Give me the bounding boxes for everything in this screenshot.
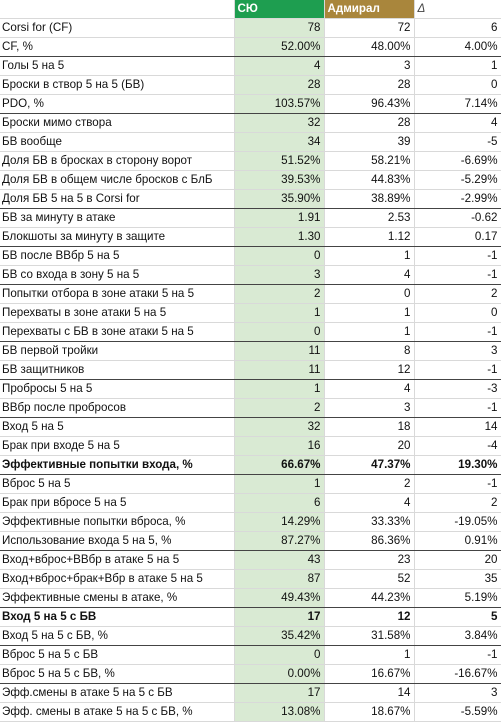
row-label[interactable]: БВ за минуту в атаке (0, 209, 234, 228)
team1-value[interactable]: 17 (234, 608, 324, 627)
row-label[interactable]: Вброс 5 на 5 с БВ, % (0, 665, 234, 684)
row-label[interactable]: БВ защитников (0, 361, 234, 380)
row-label[interactable]: Вход 5 на 5 (0, 418, 234, 437)
team2-value[interactable]: 2 (324, 475, 414, 494)
row-label[interactable]: Доля БВ в общем числе бросков с БлБ (0, 171, 234, 190)
delta-value[interactable]: 1 (414, 57, 501, 76)
team2-value[interactable]: 1 (324, 323, 414, 342)
row-label[interactable]: Пробросы 5 на 5 (0, 380, 234, 399)
row-label[interactable]: Голы 5 на 5 (0, 57, 234, 76)
delta-value[interactable]: 2 (414, 285, 501, 304)
row-label[interactable]: БВ вообще (0, 133, 234, 152)
table-row (0, 494, 501, 513)
team1-value[interactable]: 35.90% (234, 190, 324, 209)
team1-value[interactable]: 34 (234, 133, 324, 152)
table-row (0, 285, 501, 304)
delta-value[interactable]: 0 (414, 76, 501, 95)
team1-value[interactable]: 17 (234, 684, 324, 703)
row-label[interactable]: Эффективные попытки входа, % (0, 456, 234, 475)
delta-value[interactable]: -16.67% (414, 665, 501, 684)
team2-value[interactable]: 0 (324, 285, 414, 304)
row-label[interactable]: БВ после ВВбр 5 на 5 (0, 247, 234, 266)
team1-value[interactable]: 35.42% (234, 627, 324, 646)
team2-value[interactable]: 1 (324, 646, 414, 665)
team2-value[interactable]: 4 (324, 380, 414, 399)
table-row (0, 19, 501, 38)
row-label[interactable]: БВ первой тройки (0, 342, 234, 361)
table-row (0, 228, 501, 247)
team2-value[interactable]: 1.12 (324, 228, 414, 247)
team1-value[interactable]: 32 (234, 114, 324, 133)
table-row (0, 209, 501, 228)
row-label[interactable]: Броски в створ 5 на 5 (БВ) (0, 76, 234, 95)
row-label[interactable]: Вход 5 на 5 с БВ, % (0, 627, 234, 646)
team2-value[interactable]: 3 (324, 399, 414, 418)
team1-value[interactable]: 39.53% (234, 171, 324, 190)
team1-value[interactable]: 0.00% (234, 665, 324, 684)
team2-value[interactable]: 44.83% (324, 171, 414, 190)
delta-value[interactable]: 2 (414, 494, 501, 513)
team2-value[interactable]: 18.67% (324, 703, 414, 722)
table-row (0, 589, 501, 608)
team2-value[interactable]: 33.33% (324, 513, 414, 532)
team1-value[interactable]: 78 (234, 19, 324, 38)
team1-value[interactable]: 51.52% (234, 152, 324, 171)
team1-value[interactable]: 28 (234, 76, 324, 95)
row-label[interactable]: Перехваты в зоне атаки 5 на 5 (0, 304, 234, 323)
row-label[interactable]: Вход+вброс+брак+Вбр в атаке 5 на 5 (0, 570, 234, 589)
row-label[interactable]: Броски мимо створа (0, 114, 234, 133)
team2-value[interactable]: 52 (324, 570, 414, 589)
team1-value[interactable]: 0 (234, 323, 324, 342)
team1-value[interactable]: 11 (234, 342, 324, 361)
table-row (0, 190, 501, 209)
table-row (0, 437, 501, 456)
delta-value[interactable]: -1 (414, 399, 501, 418)
delta-value[interactable]: 19.30% (414, 456, 501, 475)
delta-value[interactable]: -19.05% (414, 513, 501, 532)
table-row (0, 323, 501, 342)
table-row (0, 380, 501, 399)
team2-value[interactable]: 28 (324, 76, 414, 95)
row-label[interactable]: Перехваты с БВ в зоне атаки 5 на 5 (0, 323, 234, 342)
team2-value[interactable]: 58.21% (324, 152, 414, 171)
team1-value[interactable]: 3 (234, 266, 324, 285)
delta-value[interactable]: 4.00% (414, 38, 501, 57)
team2-value[interactable]: 16.67% (324, 665, 414, 684)
team1-value[interactable]: 14.29% (234, 513, 324, 532)
row-label[interactable]: Брак при входе 5 на 5 (0, 437, 234, 456)
table-row (0, 342, 501, 361)
team2-value[interactable]: 20 (324, 437, 414, 456)
table-row (0, 418, 501, 437)
table-row (0, 152, 501, 171)
delta-value[interactable]: -3 (414, 380, 501, 399)
delta-value[interactable]: 0.91% (414, 532, 501, 551)
delta-value[interactable]: -2.99% (414, 190, 501, 209)
team2-value[interactable]: 72 (324, 19, 414, 38)
table-row (0, 114, 501, 133)
row-label[interactable]: Попытки отбора в зоне атаки 5 на 5 (0, 285, 234, 304)
row-label[interactable]: Эфф. смены в атаке 5 на 5 с БВ, % (0, 703, 234, 722)
header-label-cell[interactable] (0, 0, 234, 19)
team2-value[interactable]: 14 (324, 684, 414, 703)
row-label[interactable]: Corsi for (CF) (0, 19, 234, 38)
table-row (0, 38, 501, 57)
team2-value[interactable]: 38.89% (324, 190, 414, 209)
delta-value[interactable]: 3 (414, 342, 501, 361)
team2-value[interactable]: 44.23% (324, 589, 414, 608)
team1-value[interactable]: 0 (234, 247, 324, 266)
team2-value[interactable]: 12 (324, 608, 414, 627)
table-row (0, 247, 501, 266)
row-label[interactable]: ВВбр после пробросов (0, 399, 234, 418)
header-delta[interactable]: Δ (414, 0, 501, 19)
delta-value[interactable]: 3.84% (414, 627, 501, 646)
team2-value[interactable]: 86.36% (324, 532, 414, 551)
team1-value[interactable]: 1.91 (234, 209, 324, 228)
header-team1[interactable]: СЮ (234, 0, 324, 19)
team2-value[interactable]: 3 (324, 57, 414, 76)
delta-value[interactable]: -1 (414, 646, 501, 665)
table-row (0, 665, 501, 684)
delta-value[interactable]: -6.69% (414, 152, 501, 171)
row-label[interactable]: Эфф.смены в атаке 5 на 5 с БВ (0, 684, 234, 703)
delta-value[interactable]: -4 (414, 437, 501, 456)
team1-value[interactable]: 0 (234, 646, 324, 665)
row-label[interactable]: Эффективные смены в атаке, % (0, 589, 234, 608)
header-row (0, 0, 501, 19)
table-row (0, 171, 501, 190)
team1-value[interactable]: 32 (234, 418, 324, 437)
table-row (0, 266, 501, 285)
team1-value[interactable]: 1 (234, 380, 324, 399)
team1-value[interactable]: 1 (234, 304, 324, 323)
delta-value[interactable]: 14 (414, 418, 501, 437)
row-label[interactable]: PDO, % (0, 95, 234, 114)
team2-value[interactable]: 39 (324, 133, 414, 152)
delta-value[interactable]: -5.59% (414, 703, 501, 722)
delta-value[interactable]: 6 (414, 19, 501, 38)
table-row (0, 646, 501, 665)
team1-value[interactable]: 66.67% (234, 456, 324, 475)
team1-value[interactable]: 103.57% (234, 95, 324, 114)
team2-value[interactable]: 18 (324, 418, 414, 437)
team2-value[interactable]: 31.58% (324, 627, 414, 646)
stats-rows (0, 19, 501, 722)
table-row (0, 95, 501, 114)
team2-value[interactable]: 1 (324, 247, 414, 266)
header-team2[interactable]: Адмирал (324, 0, 414, 19)
row-label[interactable]: Вброс 5 на 5 с БВ (0, 646, 234, 665)
team1-value[interactable]: 1.30 (234, 228, 324, 247)
team2-value[interactable]: 4 (324, 266, 414, 285)
delta-value[interactable]: 4 (414, 114, 501, 133)
table-row (0, 76, 501, 95)
delta-value[interactable]: 20 (414, 551, 501, 570)
team1-value[interactable]: 87.27% (234, 532, 324, 551)
table-row (0, 399, 501, 418)
team2-value[interactable]: 48.00% (324, 38, 414, 57)
team1-value[interactable]: 6 (234, 494, 324, 513)
team1-value[interactable]: 16 (234, 437, 324, 456)
table-row (0, 361, 501, 380)
delta-value[interactable]: -5.29% (414, 171, 501, 190)
delta-value[interactable]: 0 (414, 304, 501, 323)
row-label[interactable]: Доля БВ 5 на 5 в Corsi for (0, 190, 234, 209)
team1-value[interactable]: 52.00% (234, 38, 324, 57)
delta-value[interactable]: 7.14% (414, 95, 501, 114)
team2-value[interactable]: 2.53 (324, 209, 414, 228)
delta-value[interactable]: -0.62 (414, 209, 501, 228)
row-label[interactable]: Блокшоты за минуту в защите (0, 228, 234, 247)
team1-value[interactable]: 1 (234, 475, 324, 494)
row-label[interactable]: БВ со входа в зону 5 на 5 (0, 266, 234, 285)
team2-value[interactable]: 47.37% (324, 456, 414, 475)
team2-value[interactable]: 4 (324, 494, 414, 513)
team1-value[interactable]: 87 (234, 570, 324, 589)
delta-value[interactable]: -1 (414, 266, 501, 285)
delta-value[interactable]: -1 (414, 247, 501, 266)
table-row (0, 133, 501, 152)
delta-value[interactable]: 3 (414, 684, 501, 703)
table-row (0, 551, 501, 570)
table-row (0, 456, 501, 475)
delta-value[interactable]: 0.17 (414, 228, 501, 247)
row-label[interactable]: Вход 5 на 5 с БВ (0, 608, 234, 627)
team2-value[interactable]: 8 (324, 342, 414, 361)
team2-value[interactable]: 12 (324, 361, 414, 380)
row-label[interactable]: Доля БВ в бросках в сторону ворот (0, 152, 234, 171)
row-label[interactable]: Вход+вброс+ВВбр в атаке 5 на 5 (0, 551, 234, 570)
team1-value[interactable]: 2 (234, 285, 324, 304)
table-row (0, 475, 501, 494)
delta-value[interactable]: -1 (414, 323, 501, 342)
team2-value[interactable]: 23 (324, 551, 414, 570)
table-row (0, 627, 501, 646)
team1-value[interactable]: 13.08% (234, 703, 324, 722)
table-row (0, 57, 501, 76)
row-label[interactable]: Эффективные попытки вброса, % (0, 513, 234, 532)
table-row (0, 304, 501, 323)
delta-value[interactable]: 5.19% (414, 589, 501, 608)
delta-value[interactable]: -1 (414, 475, 501, 494)
team2-value[interactable]: 96.43% (324, 95, 414, 114)
team2-value[interactable]: 28 (324, 114, 414, 133)
table-row (0, 608, 501, 627)
table-row (0, 570, 501, 589)
table-row (0, 703, 501, 722)
team2-value[interactable]: 1 (324, 304, 414, 323)
delta-value[interactable]: 5 (414, 608, 501, 627)
table-row (0, 532, 501, 551)
table-row (0, 513, 501, 532)
team1-value[interactable]: 43 (234, 551, 324, 570)
row-label[interactable]: CF, % (0, 38, 234, 57)
team1-value[interactable]: 11 (234, 361, 324, 380)
delta-value[interactable]: -5 (414, 133, 501, 152)
team1-value[interactable]: 4 (234, 57, 324, 76)
row-label[interactable]: Вброс 5 на 5 (0, 475, 234, 494)
team1-value[interactable]: 2 (234, 399, 324, 418)
delta-value[interactable]: -1 (414, 361, 501, 380)
row-label[interactable]: Использование входа 5 на 5, % (0, 532, 234, 551)
row-label[interactable]: Брак при вбросе 5 на 5 (0, 494, 234, 513)
team1-value[interactable]: 49.43% (234, 589, 324, 608)
delta-value[interactable]: 35 (414, 570, 501, 589)
